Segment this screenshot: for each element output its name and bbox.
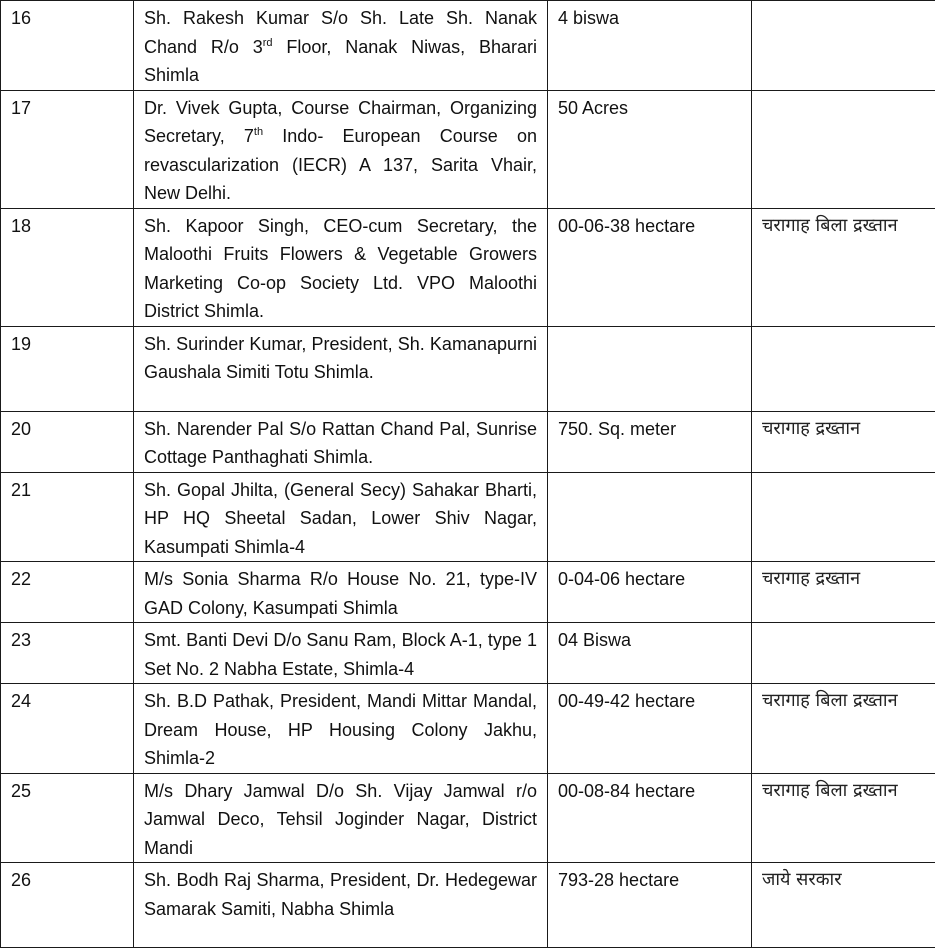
land-remark — [752, 623, 935, 684]
table-row — [1, 1, 935, 91]
table-row — [1, 773, 935, 863]
table-row — [1, 90, 935, 208]
serial-number: 22 — [1, 562, 134, 623]
land-remark: चरागाह द्रख्तान — [752, 411, 935, 472]
applicant-name-address: Sh. Rakesh Kumar S/o Sh. Late Sh. Nanak Chand R/o 3rd Floor, Nanak Niwas, Bharari Shimla — [134, 1, 548, 91]
land-remark: चरागाह बिला द्रख्तान — [752, 208, 935, 326]
serial-number: 19 — [1, 326, 134, 411]
land-remark — [752, 326, 935, 411]
land-area: 750. Sq. meter — [548, 411, 752, 472]
applicant-name-address: Sh. Bodh Raj Sharma, President, Dr. Hedegewar Samarak Samiti, Nabha Shimla — [134, 863, 548, 948]
land-area: 00-08-84 hectare — [548, 773, 752, 863]
serial-number: 18 — [1, 208, 134, 326]
land-area: 00-49-42 hectare — [548, 684, 752, 774]
applicant-name-address: Sh. Surinder Kumar, President, Sh. Kamanapurni Gaushala Simiti Totu Shimla. — [134, 326, 548, 411]
table-row — [1, 684, 935, 774]
serial-number: 21 — [1, 472, 134, 562]
applicant-name-address: M/s Dhary Jamwal D/o Sh. Vijay Jamwal r/o Jamwal Deco, Tehsil Joginder Nagar, District Mandi — [134, 773, 548, 863]
applicant-name-address: Dr. Vivek Gupta, Course Chairman, Organizing Secretary, 7th Indo- European Course on revascularization (IECR) A 137, Sarita Vhair, New Delhi. — [134, 90, 548, 208]
serial-number: 23 — [1, 623, 134, 684]
land-remark: जाये सरकार — [752, 863, 935, 948]
land-area: 04 Biswa — [548, 623, 752, 684]
applicant-name-address: Sh. Narender Pal S/o Rattan Chand Pal, Sunrise Cottage Panthaghati Shimla. — [134, 411, 548, 472]
land-remark — [752, 472, 935, 562]
table-row — [1, 411, 935, 472]
land-remark: चरागाह द्रख्तान — [752, 562, 935, 623]
land-area: 4 biswa — [548, 1, 752, 91]
land-remark: चरागाह बिला द्रख्तान — [752, 773, 935, 863]
serial-number: 17 — [1, 90, 134, 208]
serial-number: 20 — [1, 411, 134, 472]
serial-number: 26 — [1, 863, 134, 948]
table-row — [1, 472, 935, 562]
land-area: 00-06-38 hectare — [548, 208, 752, 326]
land-area: 0-04-06 hectare — [548, 562, 752, 623]
applicant-name-address: Sh. B.D Pathak, President, Mandi Mittar Mandal, Dream House, HP Housing Colony Jakhu, Shimla-2 — [134, 684, 548, 774]
land-area: 793-28 hectare — [548, 863, 752, 948]
land-area — [548, 472, 752, 562]
applicant-name-address: Smt. Banti Devi D/o Sanu Ram, Block A-1, type 1 Set No. 2 Nabha Estate, Shimla-4 — [134, 623, 548, 684]
applicant-name-address: M/s Sonia Sharma R/o House No. 21, type-IV GAD Colony, Kasumpati Shimla — [134, 562, 548, 623]
land-remark — [752, 90, 935, 208]
land-remark — [752, 1, 935, 91]
applicant-name-address: Sh. Gopal Jhilta, (General Secy) Sahakar Bharti, HP HQ Sheetal Sadan, Lower Shiv Nagar, Kasumpati Shimla-4 — [134, 472, 548, 562]
land-remark: चरागाह बिला द्रख्तान — [752, 684, 935, 774]
land-area: 50 Acres — [548, 90, 752, 208]
table-row — [1, 623, 935, 684]
serial-number: 25 — [1, 773, 134, 863]
table-row — [1, 326, 935, 411]
table-row — [1, 863, 935, 948]
land-area — [548, 326, 752, 411]
table-row — [1, 208, 935, 326]
serial-number: 16 — [1, 1, 134, 91]
serial-number: 24 — [1, 684, 134, 774]
applicant-name-address: Sh. Kapoor Singh, CEO-cum Secretary, the Maloothi Fruits Flowers & Vegetable Growers Marketing Co-op Society Ltd. VPO Maloothi District Shimla. — [134, 208, 548, 326]
table-row — [1, 562, 935, 623]
